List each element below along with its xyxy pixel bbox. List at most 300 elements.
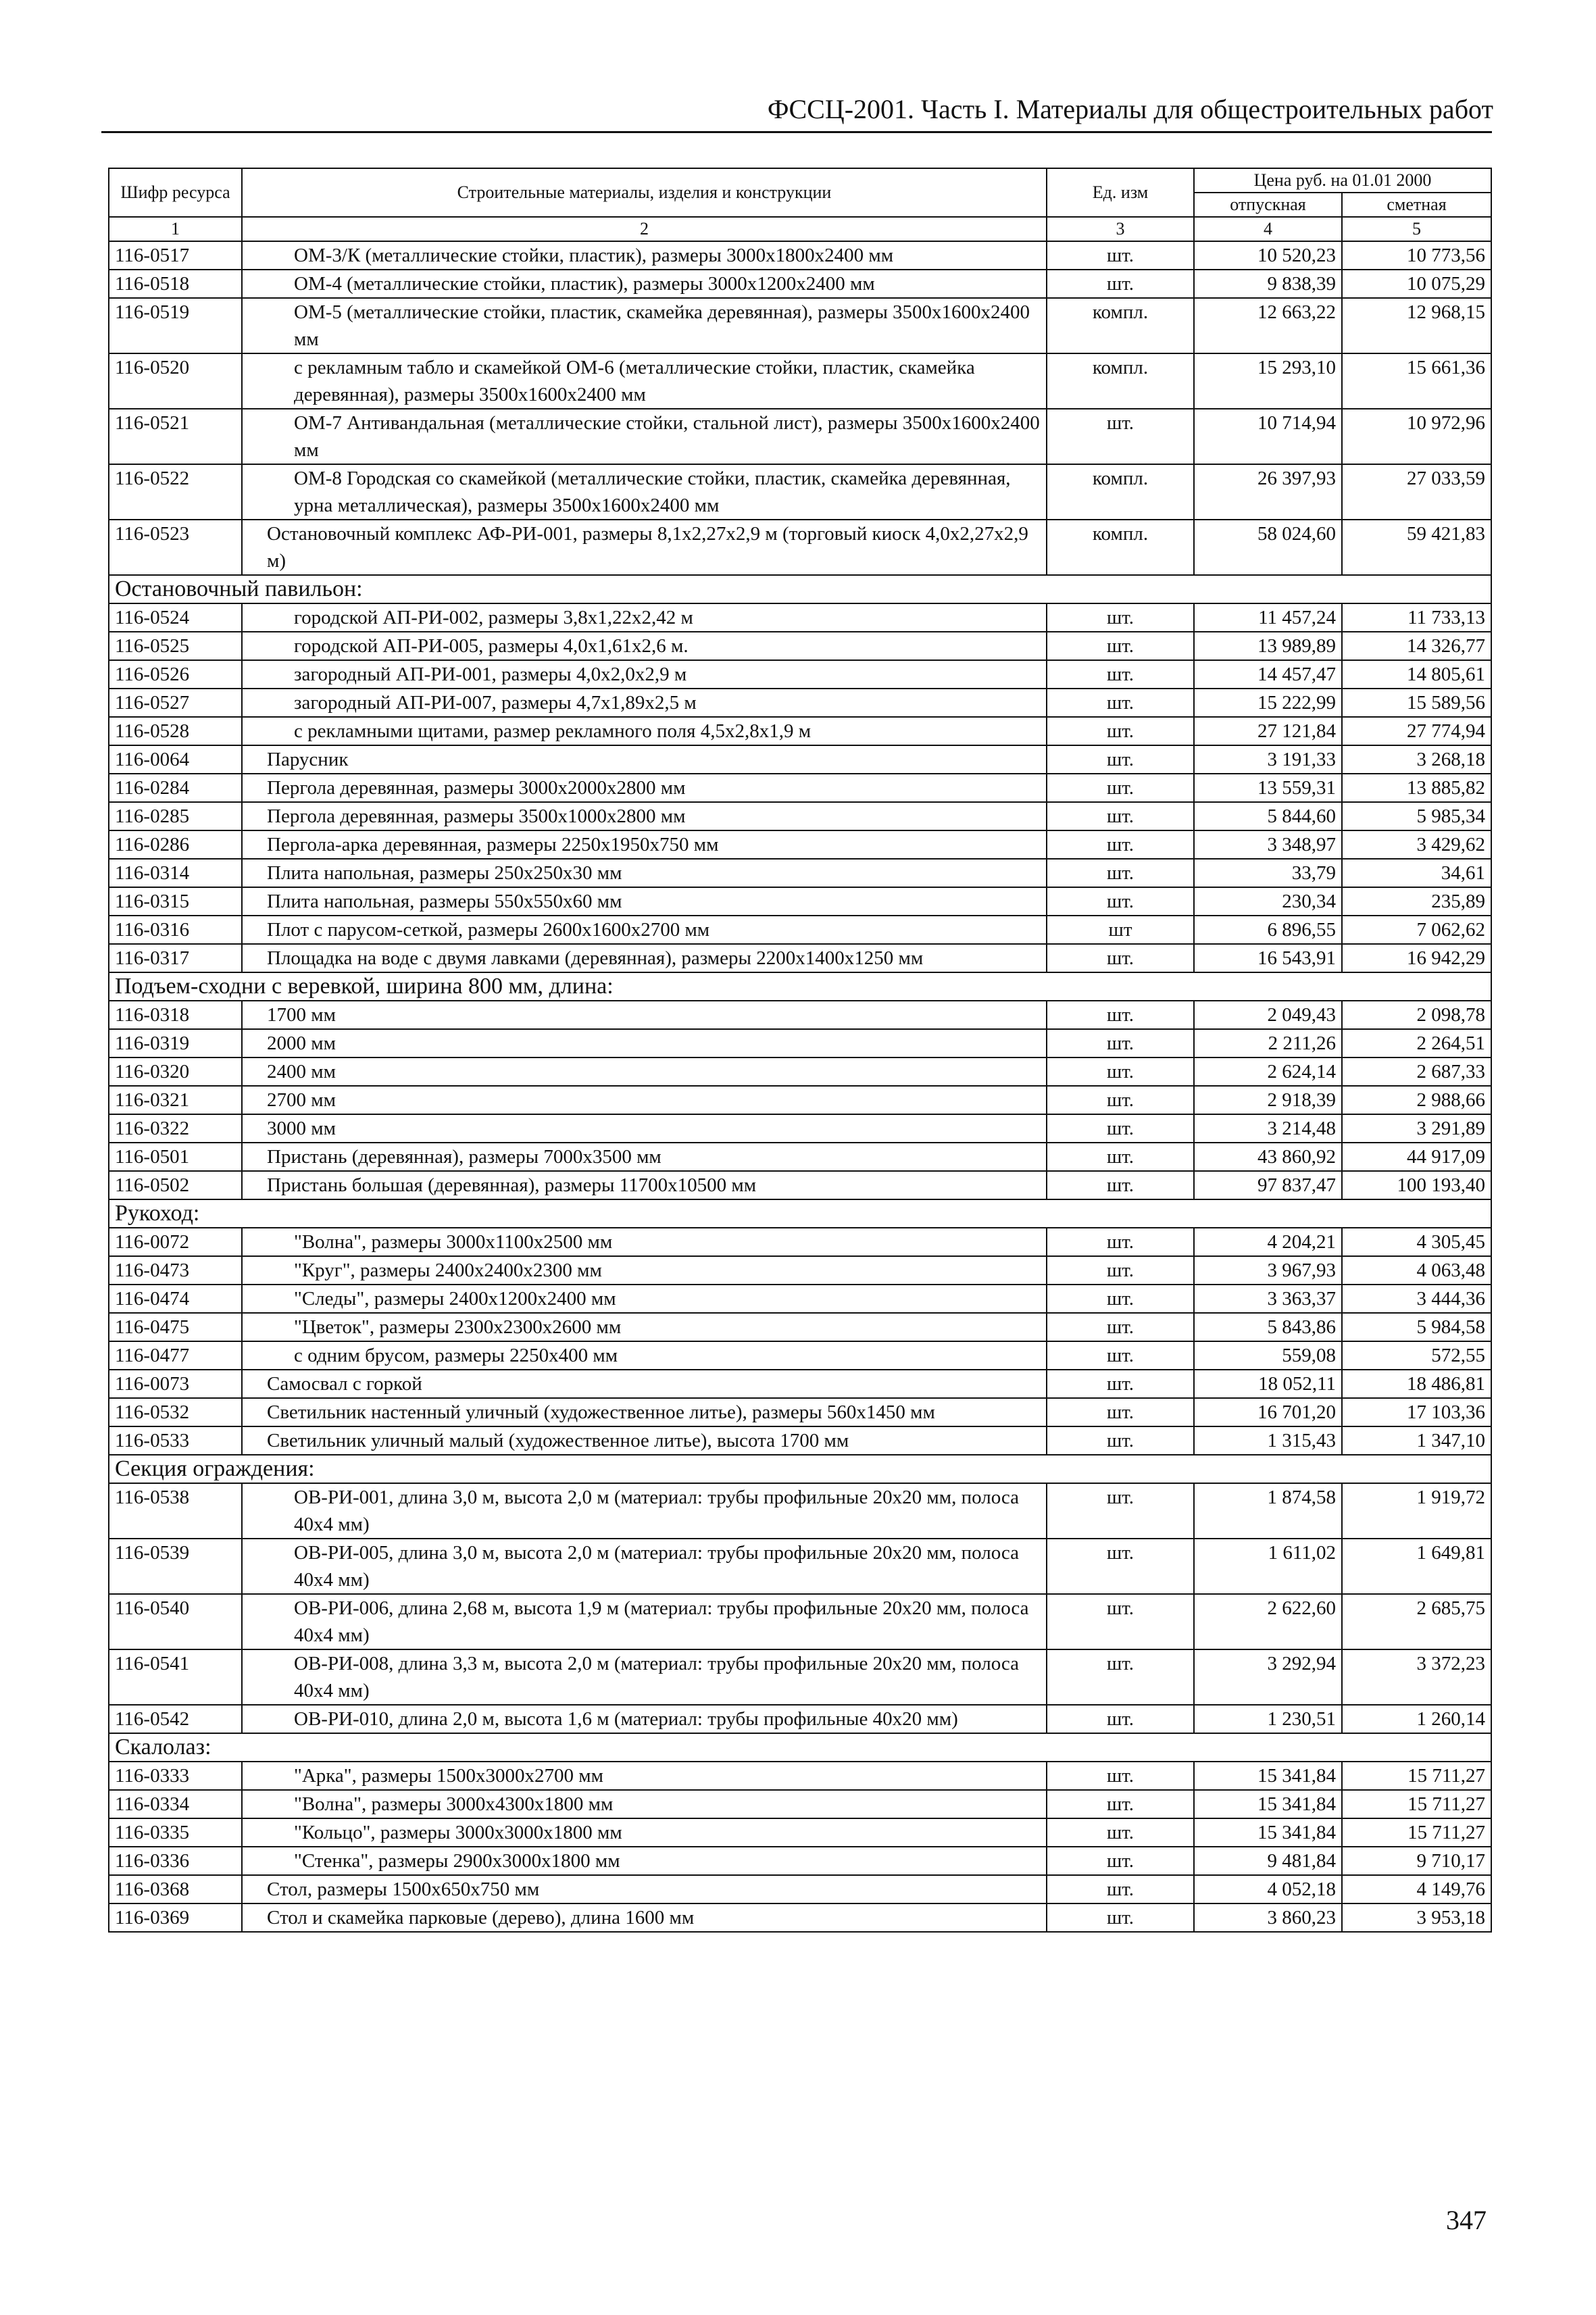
column-number: 1 [109,217,242,241]
unit-cell: шт. [1047,1847,1194,1875]
material-name-cell [242,1341,1047,1370]
release-price-cell: 1 611,02 [1194,1539,1342,1594]
estimate-price-cell: 235,89 [1342,887,1491,916]
table-row [109,689,1491,717]
resource-code-cell: 116-0524 [109,603,242,632]
resource-code-cell: 116-0519 [109,298,242,353]
material-name-cell [242,1370,1047,1398]
material-name-text: ОВ-РИ-001, длина 3,0 м, высота 2,0 м (материал: трубы профильные 20х20 мм, полоса 40х4 мм) [294,1487,1020,1535]
estimate-price-cell: 10 773,56 [1342,241,1491,270]
table-row [109,1313,1491,1341]
release-price-cell: 3 191,33 [1194,745,1342,774]
material-name-cell [242,298,1047,353]
header-estimate-price: сметная [1342,193,1491,217]
table-row [109,944,1491,972]
release-price-cell: 33,79 [1194,859,1342,887]
release-price-cell: 15 341,84 [1194,1790,1342,1818]
resource-code-cell: 116-0522 [109,464,242,520]
material-name-text: с рекламными щитами, размер рекламного поля 4,5х2,8х1,9 м [294,720,812,742]
resource-code-cell: 116-0538 [109,1483,242,1539]
table-row [109,1594,1491,1649]
estimate-price-cell: 4 063,48 [1342,1256,1491,1285]
table-row [109,1762,1491,1790]
material-name-text: городской АП-РИ-005, размеры 4,0х1,61х2,6 м. [294,635,689,657]
estimate-price-cell: 2 098,78 [1342,1001,1491,1029]
material-name-text: Светильник уличный малый (художественное литье), высота 1700 мм [267,1430,849,1451]
resource-code-cell: 116-0532 [109,1398,242,1426]
material-name-cell [242,660,1047,689]
material-name-text: ОВ-РИ-010, длина 2,0 м, высота 1,6 м (материал: трубы профильные 40х20 мм) [294,1708,958,1730]
estimate-price-cell: 2 264,51 [1342,1029,1491,1057]
release-price-cell: 2 211,26 [1194,1029,1342,1057]
table-body [109,241,1491,1932]
material-name-cell [242,916,1047,944]
material-name-cell [242,409,1047,464]
unit-cell: шт. [1047,1903,1194,1932]
release-price-cell: 4 204,21 [1194,1228,1342,1256]
table-row [109,1256,1491,1285]
table-row [109,464,1491,520]
material-name-text: ОВ-РИ-005, длина 3,0 м, высота 2,0 м (материал: трубы профильные 20х20 мм, полоса 40х4 мм) [294,1542,1020,1591]
material-name-cell [242,1903,1047,1932]
material-name-text: Плита напольная, размеры 550х550х60 мм [267,891,622,912]
table-header [109,168,1491,241]
material-name-text: загородный АП-РИ-007, размеры 4,7х1,89х2,5 м [294,692,697,714]
table-row [109,1029,1491,1057]
resource-code-cell: 116-0321 [109,1086,242,1114]
release-price-cell: 9 838,39 [1194,270,1342,298]
estimate-price-cell: 9 710,17 [1342,1847,1491,1875]
resource-code-cell: 116-0533 [109,1426,242,1455]
unit-cell: шт. [1047,1029,1194,1057]
table-row [109,1875,1491,1903]
estimate-price-cell: 5 984,58 [1342,1313,1491,1341]
section-title: Остановочный павильон: [109,575,1491,603]
resource-code-cell: 116-0319 [109,1029,242,1057]
material-name-text: "Следы", размеры 2400х1200х2400 мм [294,1288,616,1310]
unit-cell: шт. [1047,1057,1194,1086]
estimate-price-cell: 34,61 [1342,859,1491,887]
release-price-cell: 5 844,60 [1194,802,1342,830]
material-name-text: "Круг", размеры 2400х2400х2300 мм [294,1260,602,1281]
unit-cell: компл. [1047,520,1194,575]
estimate-price-cell: 3 268,18 [1342,745,1491,774]
material-name-cell [242,689,1047,717]
estimate-price-cell: 1 649,81 [1342,1539,1491,1594]
material-name-text: с рекламным табло и скамейкой ОМ-6 (металлические стойки, пластик, скамейка деревянная), размеры 3500х1600х2400 мм [294,357,975,405]
estimate-price-cell: 15 661,36 [1342,353,1491,409]
material-name-text: ОМ-5 (металлические стойки, пластик, скамейка деревянная), размеры 3500х1600х2400 мм [294,301,1030,350]
release-price-cell: 16 701,20 [1194,1398,1342,1426]
material-name-cell [242,464,1047,520]
material-name-cell [242,1114,1047,1143]
estimate-price-cell: 3 291,89 [1342,1114,1491,1143]
table-row [109,298,1491,353]
material-name-text: ОВ-РИ-008, длина 3,3 м, высота 2,0 м (материал: трубы профильные 20х20 мм, полоса 40х4 мм) [294,1653,1020,1701]
resource-code-cell: 116-0368 [109,1875,242,1903]
release-price-cell: 10 714,94 [1194,409,1342,464]
resource-code-cell: 116-0473 [109,1256,242,1285]
estimate-price-cell: 18 486,81 [1342,1370,1491,1398]
material-name-text: Самосвал с горкой [267,1373,422,1395]
estimate-price-cell: 5 985,34 [1342,802,1491,830]
estimate-price-cell: 100 193,40 [1342,1171,1491,1199]
release-price-cell: 3 860,23 [1194,1903,1342,1932]
estimate-price-cell: 1 347,10 [1342,1426,1491,1455]
material-name-text: "Цветок", размеры 2300х2300х2600 мм [294,1316,622,1338]
resource-code-cell: 116-0317 [109,944,242,972]
column-number: 4 [1194,217,1342,241]
release-price-cell: 11 457,24 [1194,603,1342,632]
table-row [109,1143,1491,1171]
material-name-cell [242,745,1047,774]
estimate-price-cell: 15 711,27 [1342,1790,1491,1818]
resource-code-cell: 116-0314 [109,859,242,887]
estimate-price-cell: 7 062,62 [1342,916,1491,944]
release-price-cell: 15 341,84 [1194,1818,1342,1847]
release-price-cell: 1 230,51 [1194,1705,1342,1733]
unit-cell: шт. [1047,1285,1194,1313]
resource-code-cell: 116-0318 [109,1001,242,1029]
unit-cell: шт. [1047,241,1194,270]
resource-code-cell: 116-0518 [109,270,242,298]
resource-code-cell: 116-0320 [109,1057,242,1086]
table-row [109,1705,1491,1733]
material-name-cell [242,1313,1047,1341]
unit-cell: шт. [1047,1705,1194,1733]
unit-cell: шт. [1047,1790,1194,1818]
material-name-text: "Арка", размеры 1500х3000х2700 мм [294,1765,603,1787]
unit-cell: шт. [1047,859,1194,887]
table-row [109,859,1491,887]
table-row [109,887,1491,916]
estimate-price-cell: 10 075,29 [1342,270,1491,298]
section-header-row [109,1199,1491,1228]
estimate-price-cell: 2 687,33 [1342,1057,1491,1086]
material-name-text: 1700 мм [267,1004,336,1026]
release-price-cell: 13 989,89 [1194,632,1342,660]
material-name-text: загородный АП-РИ-001, размеры 4,0х2,0х2,9 м [294,664,687,685]
release-price-cell: 559,08 [1194,1341,1342,1370]
table-row [109,1057,1491,1086]
resource-code-cell: 116-0501 [109,1143,242,1171]
resource-code-cell: 116-0526 [109,660,242,689]
table-row [109,1171,1491,1199]
release-price-cell: 13 559,31 [1194,774,1342,802]
table-row [109,660,1491,689]
material-name-cell [242,1594,1047,1649]
release-price-cell: 15 293,10 [1194,353,1342,409]
estimate-price-cell: 3 429,62 [1342,830,1491,859]
estimate-price-cell: 17 103,36 [1342,1398,1491,1426]
estimate-price-cell: 15 589,56 [1342,689,1491,717]
material-name-cell [242,1398,1047,1426]
unit-cell: компл. [1047,298,1194,353]
estimate-price-cell: 14 805,61 [1342,660,1491,689]
page-number: 347 [1446,2205,1487,2235]
resource-code-cell: 116-0286 [109,830,242,859]
column-number: 3 [1047,217,1194,241]
estimate-price-cell: 13 885,82 [1342,774,1491,802]
section-header-row [109,1733,1491,1762]
header-price-group: Цена руб. на 01.01 2000 [1194,168,1491,193]
estimate-price-cell: 15 711,27 [1342,1762,1491,1790]
column-number: 2 [242,217,1047,241]
table-row [109,717,1491,745]
material-name-text: Стол, размеры 1500х650х750 мм [267,1878,540,1900]
header-release-price: отпускная [1194,193,1342,217]
material-name-cell [242,1029,1047,1057]
resource-code-cell: 116-0073 [109,1370,242,1398]
unit-cell: шт. [1047,802,1194,830]
unit-cell: шт. [1047,1228,1194,1256]
material-name-text: Площадка на воде с двумя лавками (деревянная), размеры 2200х1400х1250 мм [267,947,924,969]
unit-cell: компл. [1047,464,1194,520]
material-name-text: 2400 мм [267,1061,336,1082]
unit-cell: шт. [1047,660,1194,689]
material-name-text: Пергола деревянная, размеры 3500х1000х2800 мм [267,805,686,827]
material-name-cell [242,830,1047,859]
table-row [109,1790,1491,1818]
material-name-cell [242,859,1047,887]
table-row [109,1847,1491,1875]
material-name-text: Плита напольная, размеры 250х250х30 мм [267,862,622,884]
estimate-price-cell: 14 326,77 [1342,632,1491,660]
material-name-text: с одним брусом, размеры 2250х400 мм [294,1345,618,1366]
resource-code-cell: 116-0285 [109,802,242,830]
table-row [109,1001,1491,1029]
table-row [109,270,1491,298]
material-name-text: Парусник [267,749,349,770]
release-price-cell: 2 049,43 [1194,1001,1342,1029]
unit-cell: шт. [1047,944,1194,972]
material-name-text: ОМ-8 Городская со скамейкой (металлические стойки, пластик, скамейка деревянная, урна металлическая), размеры 3500х1600х2400 мм [294,468,1011,516]
unit-cell: шт. [1047,1313,1194,1341]
estimate-price-cell: 4 305,45 [1342,1228,1491,1256]
unit-cell: шт. [1047,270,1194,298]
estimate-price-cell: 1 260,14 [1342,1705,1491,1733]
release-price-cell: 3 214,48 [1194,1114,1342,1143]
table-row [109,241,1491,270]
material-name-text: 2700 мм [267,1089,336,1111]
material-name-cell [242,1818,1047,1847]
unit-cell: компл. [1047,353,1194,409]
section-title: Скалолаз: [109,1733,1491,1762]
material-name-cell [242,1001,1047,1029]
material-name-text: "Волна", размеры 3000х1100х2500 мм [294,1231,613,1253]
material-name-cell [242,1256,1047,1285]
material-name-cell [242,802,1047,830]
release-price-cell: 2 624,14 [1194,1057,1342,1086]
resource-code-cell: 116-0316 [109,916,242,944]
unit-cell: шт [1047,916,1194,944]
resource-code-cell: 116-0284 [109,774,242,802]
unit-cell: шт. [1047,603,1194,632]
material-name-cell [242,1539,1047,1594]
unit-cell: шт. [1047,1171,1194,1199]
header-rule [101,131,1492,133]
table-row [109,802,1491,830]
release-price-cell: 2 918,39 [1194,1086,1342,1114]
release-price-cell: 12 663,22 [1194,298,1342,353]
material-name-text: ОВ-РИ-006, длина 2,68 м, высота 1,9 м (материал: трубы профильные 20х20 мм, полоса 40х4 мм) [294,1597,1029,1646]
material-name-cell [242,1705,1047,1733]
section-header-row [109,1455,1491,1483]
unit-cell: шт. [1047,1370,1194,1398]
release-price-cell: 4 052,18 [1194,1875,1342,1903]
table-row [109,520,1491,575]
material-name-cell [242,1483,1047,1539]
release-price-cell: 97 837,47 [1194,1171,1342,1199]
column-number-row [109,217,1491,241]
unit-cell: шт. [1047,1114,1194,1143]
release-price-cell: 3 363,37 [1194,1285,1342,1313]
resource-code-cell: 116-0541 [109,1649,242,1705]
resource-code-cell: 116-0474 [109,1285,242,1313]
resource-code-cell: 116-0540 [109,1594,242,1649]
table-row [109,1114,1491,1143]
table-row [109,1398,1491,1426]
unit-cell: шт. [1047,830,1194,859]
resource-code-cell: 116-0520 [109,353,242,409]
table-row [109,1539,1491,1594]
estimate-price-cell: 12 968,15 [1342,298,1491,353]
column-number: 5 [1342,217,1491,241]
material-name-cell [242,1426,1047,1455]
release-price-cell: 6 896,55 [1194,916,1342,944]
material-name-text: Стол и скамейка парковые (дерево), длина 1600 мм [267,1907,695,1928]
estimate-price-cell: 10 972,96 [1342,409,1491,464]
material-name-text: городской АП-РИ-002, размеры 3,8х1,22х2,42 м [294,607,693,628]
material-name-cell [242,1086,1047,1114]
estimate-price-cell: 15 711,27 [1342,1818,1491,1847]
release-price-cell: 1 315,43 [1194,1426,1342,1455]
estimate-price-cell: 16 942,29 [1342,944,1491,972]
estimate-price-cell: 2 988,66 [1342,1086,1491,1114]
material-name-text: ОМ-4 (металлические стойки, пластик), размеры 3000х1200х2400 мм [294,273,875,295]
material-name-cell [242,1790,1047,1818]
page-header-title: ФССЦ-2001. Часть I. Материалы для общестроительных работ [767,94,1493,124]
unit-cell: шт. [1047,1594,1194,1649]
release-price-cell: 16 543,91 [1194,944,1342,972]
table-row [109,1370,1491,1398]
table-row [109,916,1491,944]
resource-code-cell: 116-0525 [109,632,242,660]
estimate-price-cell: 27 774,94 [1342,717,1491,745]
material-name-cell [242,603,1047,632]
release-price-cell: 14 457,47 [1194,660,1342,689]
unit-cell: шт. [1047,1001,1194,1029]
material-name-text: ОМ-7 Антивандальная (металлические стойки, стальной лист), размеры 3500х1600х2400 мм [294,412,1040,461]
material-name-cell [242,717,1047,745]
release-price-cell: 43 860,92 [1194,1143,1342,1171]
table-row [109,353,1491,409]
material-name-cell [242,1171,1047,1199]
unit-cell: шт. [1047,632,1194,660]
unit-cell: шт. [1047,717,1194,745]
resource-code-cell: 116-0369 [109,1903,242,1932]
release-price-cell: 3 348,97 [1194,830,1342,859]
material-name-text: Светильник настенный уличный (художественное литье), размеры 560х1450 мм [267,1401,935,1423]
section-header-row [109,972,1491,1001]
resource-code-cell: 116-0333 [109,1762,242,1790]
resource-code-cell: 116-0064 [109,745,242,774]
resource-code-cell: 116-0542 [109,1705,242,1733]
resource-code-cell: 116-0477 [109,1341,242,1370]
release-price-cell: 27 121,84 [1194,717,1342,745]
table-row [109,632,1491,660]
unit-cell: шт. [1047,1875,1194,1903]
resource-code-cell: 116-0521 [109,409,242,464]
estimate-price-cell: 2 685,75 [1342,1594,1491,1649]
unit-cell: шт. [1047,689,1194,717]
unit-cell: шт. [1047,1256,1194,1285]
table-row [109,409,1491,464]
material-name-cell [242,270,1047,298]
unit-cell: шт. [1047,1762,1194,1790]
release-price-cell: 2 622,60 [1194,1594,1342,1649]
resource-code-cell: 116-0517 [109,241,242,270]
section-header-row [109,575,1491,603]
estimate-price-cell: 3 444,36 [1342,1285,1491,1313]
material-name-cell [242,1228,1047,1256]
resource-code-cell: 116-0335 [109,1818,242,1847]
release-price-cell: 15 341,84 [1194,1762,1342,1790]
table-row [109,1483,1491,1539]
unit-cell: шт. [1047,1143,1194,1171]
resource-code-cell: 116-0475 [109,1313,242,1341]
estimate-price-cell: 44 917,09 [1342,1143,1491,1171]
material-name-text: Пристань большая (деревянная), размеры 11700х10500 мм [267,1174,757,1196]
material-name-text: "Кольцо", размеры 3000х3000х1800 мм [294,1822,622,1843]
material-name-text: Пристань (деревянная), размеры 7000х3500 мм [267,1146,662,1168]
unit-cell: шт. [1047,887,1194,916]
estimate-price-cell: 3 372,23 [1342,1649,1491,1705]
material-name-text: Пергола-арка деревянная, размеры 2250х1950х750 мм [267,834,719,855]
material-name-cell [242,774,1047,802]
release-price-cell: 230,34 [1194,887,1342,916]
unit-cell: шт. [1047,1483,1194,1539]
release-price-cell: 3 967,93 [1194,1256,1342,1285]
resource-code-cell: 116-0527 [109,689,242,717]
table-row [109,1426,1491,1455]
table-row [109,1228,1491,1256]
estimate-price-cell: 27 033,59 [1342,464,1491,520]
resource-code-cell: 116-0334 [109,1790,242,1818]
material-name-text: 2000 мм [267,1032,336,1054]
material-name-text: "Волна", размеры 3000х4300х1800 мм [294,1793,614,1815]
unit-cell: шт. [1047,745,1194,774]
table-row [109,745,1491,774]
resource-code-cell: 116-0322 [109,1114,242,1143]
release-price-cell: 9 481,84 [1194,1847,1342,1875]
table-row [109,830,1491,859]
table-row [109,1818,1491,1847]
material-name-cell [242,1875,1047,1903]
material-name-cell [242,887,1047,916]
material-name-text: Пергола деревянная, размеры 3000х2000х2800 мм [267,777,686,799]
unit-cell: шт. [1047,409,1194,464]
material-name-text: Плот с парусом-сеткой, размеры 2600х1600х2700 мм [267,919,710,941]
material-name-cell [242,520,1047,575]
material-name-text: ОМ-3/К (металлические стойки, пластик), размеры 3000х1800х2400 мм [294,245,894,266]
unit-cell: шт. [1047,1649,1194,1705]
material-name-cell [242,1285,1047,1313]
unit-cell: шт. [1047,1539,1194,1594]
material-name-cell [242,1057,1047,1086]
estimate-price-cell: 4 149,76 [1342,1875,1491,1903]
resource-code-cell: 116-0523 [109,520,242,575]
